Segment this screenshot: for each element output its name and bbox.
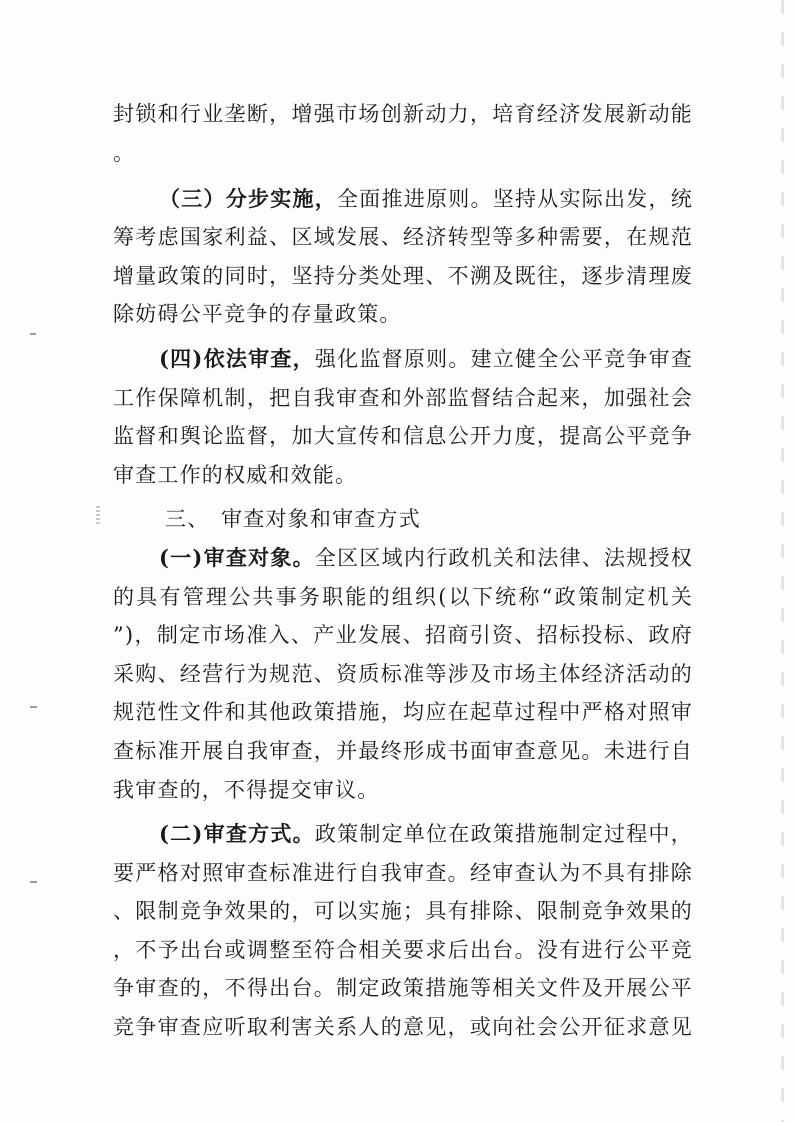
paragraph-heading-line: (一)审查对象。全区区域内行政机关和法律、法规授权 [159,544,693,570]
document-body [113,95,693,1047]
text-line: 查标准开展自我审查，并最终形成书面审查意见。未进行自 [113,738,693,763]
scan-margin-mark [30,881,37,883]
text-line: 审查工作的权威和效能。 [113,462,358,487]
text-line: 工作保障机制，把自我审查和外部监督结合起来，加强社会 [113,385,693,410]
text-line: 增量政策的同时，坚持分类处理、不溯及既往，逐步清理废 [113,263,693,288]
text-line: 规范性文件和其他政策措施，均应在起草过程中严格对照审 [113,700,693,725]
text-line: 。 [113,140,136,165]
scan-margin-mark [30,706,37,708]
paragraph-heading-line: （三）分步实施，全面推进原则。坚持从实际出发，统 [159,185,693,211]
paragraph-heading-line: (四)依法审查，强化监督原则。建立健全公平竞争审查 [159,345,693,371]
section-heading: 三、 审查对象和审查方式 [165,507,421,532]
text-line: ”)，制定市场准入、产业发展、招商引资、招标投标、政府 [113,623,693,648]
text-line: 筹考虑国家利益、区域发展、经济转型等多种需要，在规范 [113,225,693,250]
text-line: 采购、经营行为规范、资质标准等涉及市场主体经济活动的 [113,661,693,686]
subheading-bold: (二)审查方式。 [159,821,315,847]
text-line: 争审查的，不得出台。制定政策措施等相关文件及开展公平 [113,976,693,1001]
subheading-bold: （三）分步实施， [159,185,338,211]
text-line: 封锁和行业垄断，增强市场创新动力，培育经济发展新动能 [113,102,693,126]
text-line: 我审查的，不得提交审议。 [113,777,380,802]
scan-speck [96,506,100,524]
subheading-bold: (四)依法审查， [159,345,315,371]
text-line: 除妨碍公平竞争的存量政策。 [113,302,402,327]
paragraph-heading-line: (二)审查方式。政策制定单位在政策措施制定过程中， [159,821,693,847]
text-line: 竞争审查应听取利害关系人的意见，或向社会公开征求意见 [113,1015,693,1040]
scan-page-edge [781,0,784,1122]
text-line: ，不予出台或调整至符合相关要求后出台。没有进行公平竞 [113,937,693,962]
scan-margin-mark [30,333,36,335]
text-line: 的具有管理公共事务职能的组织(以下统称“政策制定机关 [113,584,693,609]
text-line: 要严格对照审查标准进行自我审查。经审查认为不具有排除 [113,860,693,885]
text-line: 、限制竞争效果的，可以实施；具有排除、限制竞争效果的 [113,899,693,924]
subheading-bold: (一)审查对象。 [159,544,315,570]
text-line: 监督和舆论监督，加大宣传和信息公开力度，提高公平竞争 [113,424,693,449]
